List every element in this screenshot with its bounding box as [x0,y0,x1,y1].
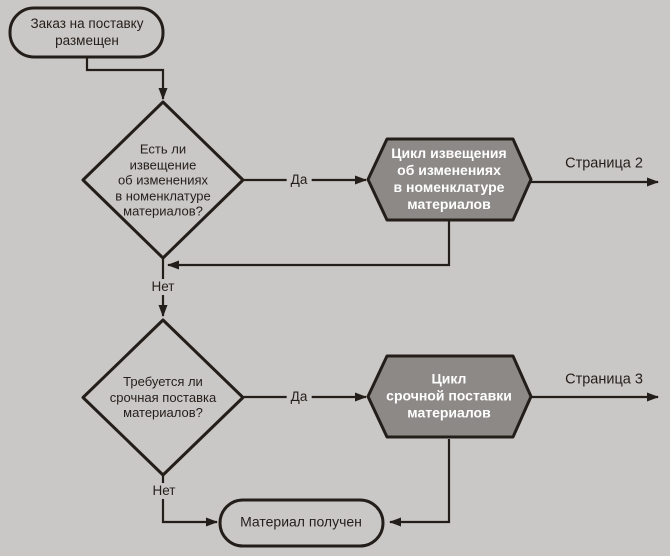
connector-process1-feedback [168,221,449,265]
start-node-label: Заказ на поставку размещен [30,16,144,48]
end-node-label: Материал получен [240,513,362,530]
connector-process2-to-end [390,439,449,522]
connector-start-to-decision1 [87,57,163,99]
edge-label-page3: Страница 3 [565,371,643,388]
edge-label-no1: Нет [148,279,179,295]
process1-label: Цикл извещения об изменениях в номенклатуре материалов [391,145,507,212]
edge-label-no2: Нет [149,483,180,499]
edge-label-page2: Страница 2 [565,155,643,172]
edge-label-yes1: Да [287,172,312,188]
edge-label-yes2: Да [287,389,312,405]
process2-label: Цикл срочной поставки материалов [386,370,512,421]
decision2-label: Требуется ли срочная поставка материалов? [109,373,217,420]
decision1-label: Есть ли извещение об изменениях в номенклатуре материалов? [115,141,211,219]
